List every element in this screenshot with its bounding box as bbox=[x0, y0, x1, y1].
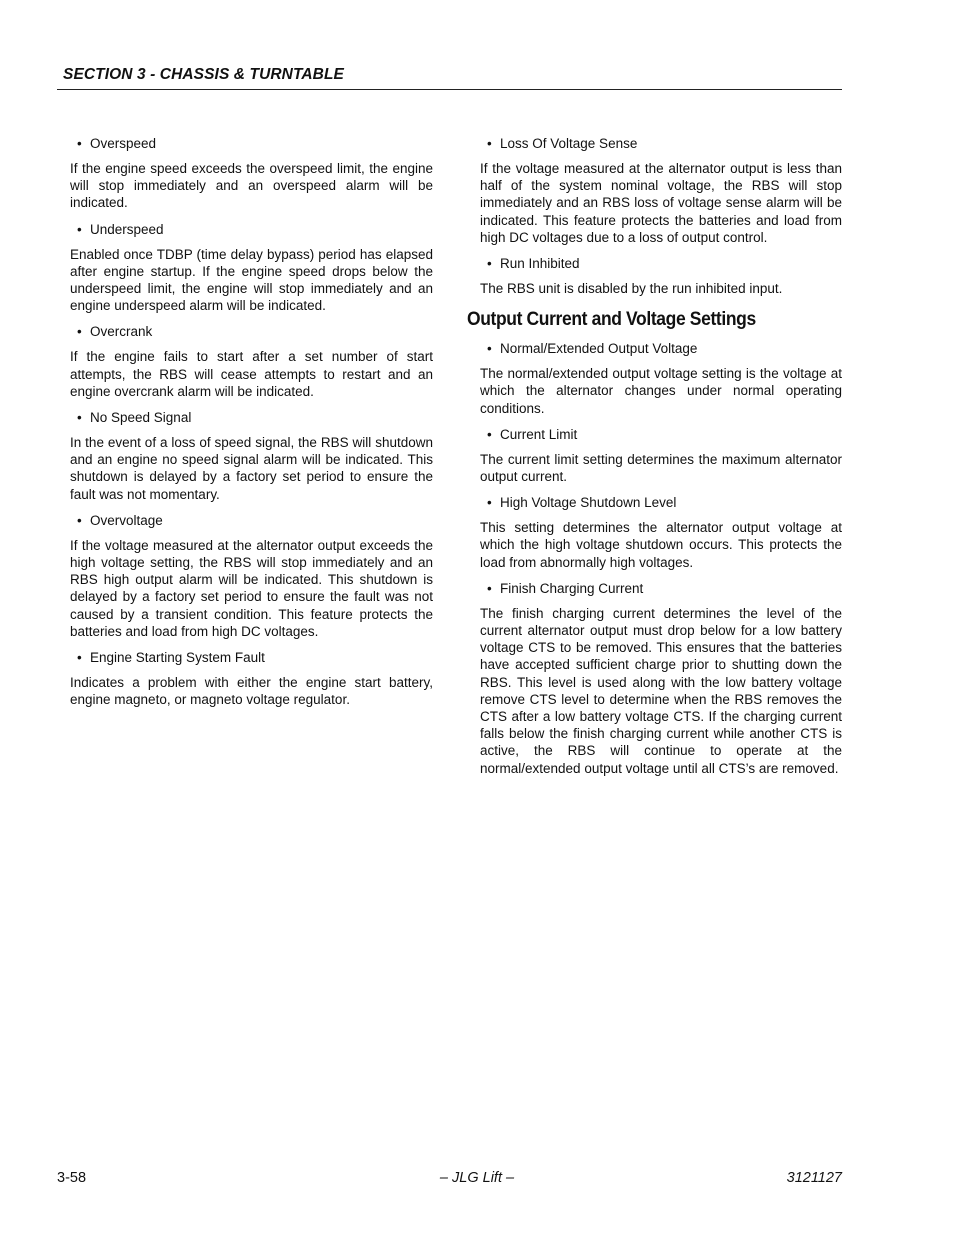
bullet-label: Engine Starting System Fault bbox=[90, 650, 265, 666]
right-item bbox=[480, 494, 842, 571]
bullet-item bbox=[480, 580, 842, 597]
bullet-label: Overcrank bbox=[90, 324, 153, 340]
right-item bbox=[480, 426, 842, 485]
bullet-label: Loss Of Voltage Sense bbox=[500, 136, 638, 151]
bullet-label: Overvoltage bbox=[90, 512, 163, 528]
right-column bbox=[467, 135, 842, 786]
left-item bbox=[70, 409, 433, 503]
section-heading: Output Current and Voltage Settings bbox=[467, 309, 756, 331]
paragraph: The RBS unit is disabled by the run inhibited input. bbox=[480, 281, 783, 297]
paragraph: The normal/extended output voltage setting is the voltage at which the alternator changes under normal operating conditions. bbox=[480, 366, 842, 416]
bullet-label: High Voltage Shutdown Level bbox=[500, 495, 677, 511]
bullet-label: Current Limit bbox=[500, 426, 578, 442]
paragraph: If the engine fails to start after a set number of start attempts, the RBS will cease attempts to restart and an engine overcrank alarm will be indicated. bbox=[70, 349, 433, 399]
footer-brand: – JLG Lift – bbox=[439, 1170, 515, 1186]
bullet-item bbox=[70, 323, 433, 340]
paragraph: Indicates a problem with either the engine start battery, engine magneto, or magneto voltage regulator. bbox=[70, 675, 433, 708]
bullet-icon: • bbox=[77, 221, 82, 237]
paragraph: The finish charging current determines the level of the current alternator output must drop below for a low battery voltage CTS to be removed. This ensures that the batteries have accepted sufficient charge prior to shutting down the RBS. This level is used along with the low battery voltage remove CTS level to determine when the RBS removes the CTS after a low battery voltage CTS. If the charging current falls below the finish charging current while another CTS is active, the RBS will continue to operate at the normal/extended output voltage until all CTS’s are removed. bbox=[480, 605, 842, 776]
bullet-icon: • bbox=[77, 512, 82, 528]
bullet-label: Overspeed bbox=[90, 136, 157, 151]
bullet-item bbox=[70, 135, 433, 152]
bullet-icon: • bbox=[77, 650, 82, 666]
document-number: 3121127 bbox=[786, 1170, 842, 1186]
bullet-label: Normal/Extended Output Voltage bbox=[500, 341, 698, 357]
left-item bbox=[70, 512, 433, 640]
left-item bbox=[70, 135, 433, 212]
paragraph: In the event of a loss of speed signal, the RBS will shutdown and an engine no speed signal alarm will be indicated. This shutdown is delayed by a factory set period to ensure the fault was not momentary. bbox=[70, 435, 433, 502]
bullet-item bbox=[480, 340, 842, 357]
bullet-item bbox=[70, 512, 433, 529]
page-header bbox=[57, 65, 842, 90]
bullet-label: Underspeed bbox=[90, 221, 164, 237]
bullet-item bbox=[480, 426, 842, 443]
bullet-item bbox=[480, 494, 842, 511]
bullet-item bbox=[70, 221, 433, 238]
bullet-label: Finish Charging Current bbox=[500, 580, 644, 596]
bullet-icon: • bbox=[487, 580, 492, 596]
section-title: SECTION 3 - CHASSIS & TURNTABLE bbox=[63, 66, 344, 83]
bullet-icon: • bbox=[487, 136, 492, 151]
bullet-icon: • bbox=[487, 256, 492, 272]
bullet-icon: • bbox=[487, 495, 492, 511]
bullet-icon: • bbox=[77, 410, 82, 426]
right-item bbox=[480, 135, 842, 246]
bullet-item bbox=[480, 135, 842, 152]
paragraph: The current limit setting determines the maximum alternator output current. bbox=[480, 451, 842, 485]
right-item bbox=[480, 580, 842, 777]
paragraph: Enabled once TDBP (time delay bypass) period has elapsed after engine startup. If the engine speed drops below the underspeed limit, the engine will stop immediately and an engine underspeed alarm will be indicated. bbox=[70, 246, 433, 314]
bullet-item bbox=[480, 255, 842, 272]
paragraph: If the voltage measured at the alternator output is less than half of the system nominal voltage, the RBS will stop immediately and an RBS loss of voltage sense alarm will be indicated. This feature protects the batteries and load from high DC voltages due to a loss of output control. bbox=[480, 161, 842, 245]
right-item bbox=[480, 340, 842, 417]
paragraph: If the engine speed exceeds the overspeed limit, the engine will stop immediately and an overspeed alarm will be indicated. bbox=[70, 161, 433, 211]
bullet-item bbox=[70, 649, 433, 666]
left-item bbox=[70, 649, 433, 708]
bullet-icon: • bbox=[487, 426, 492, 442]
bullet-label: Run Inhibited bbox=[500, 256, 580, 272]
page-number: 3-58 bbox=[57, 1170, 87, 1186]
bullet-icon: • bbox=[77, 136, 82, 151]
paragraph: If the voltage measured at the alternator output exceeds the high voltage setting, the RBS will stop immediately and an RBS high output alarm will be indicated. This shutdown is delayed by a factory set period to ensure the fault was not caused by a transient condition. This feature protects the batteries and load from high DC voltages. bbox=[70, 537, 433, 639]
bullet-icon: • bbox=[487, 341, 492, 357]
bullet-icon: • bbox=[77, 324, 82, 340]
bullet-label: No Speed Signal bbox=[90, 410, 192, 426]
left-column bbox=[70, 135, 433, 717]
paragraph: This setting determines the alternator output voltage at which the high voltage shutdown occurs. This protects the load from abnormally high voltages. bbox=[480, 520, 842, 570]
left-item bbox=[70, 323, 433, 400]
left-item bbox=[70, 221, 433, 315]
right-item bbox=[480, 255, 842, 297]
bullet-item bbox=[70, 409, 433, 426]
